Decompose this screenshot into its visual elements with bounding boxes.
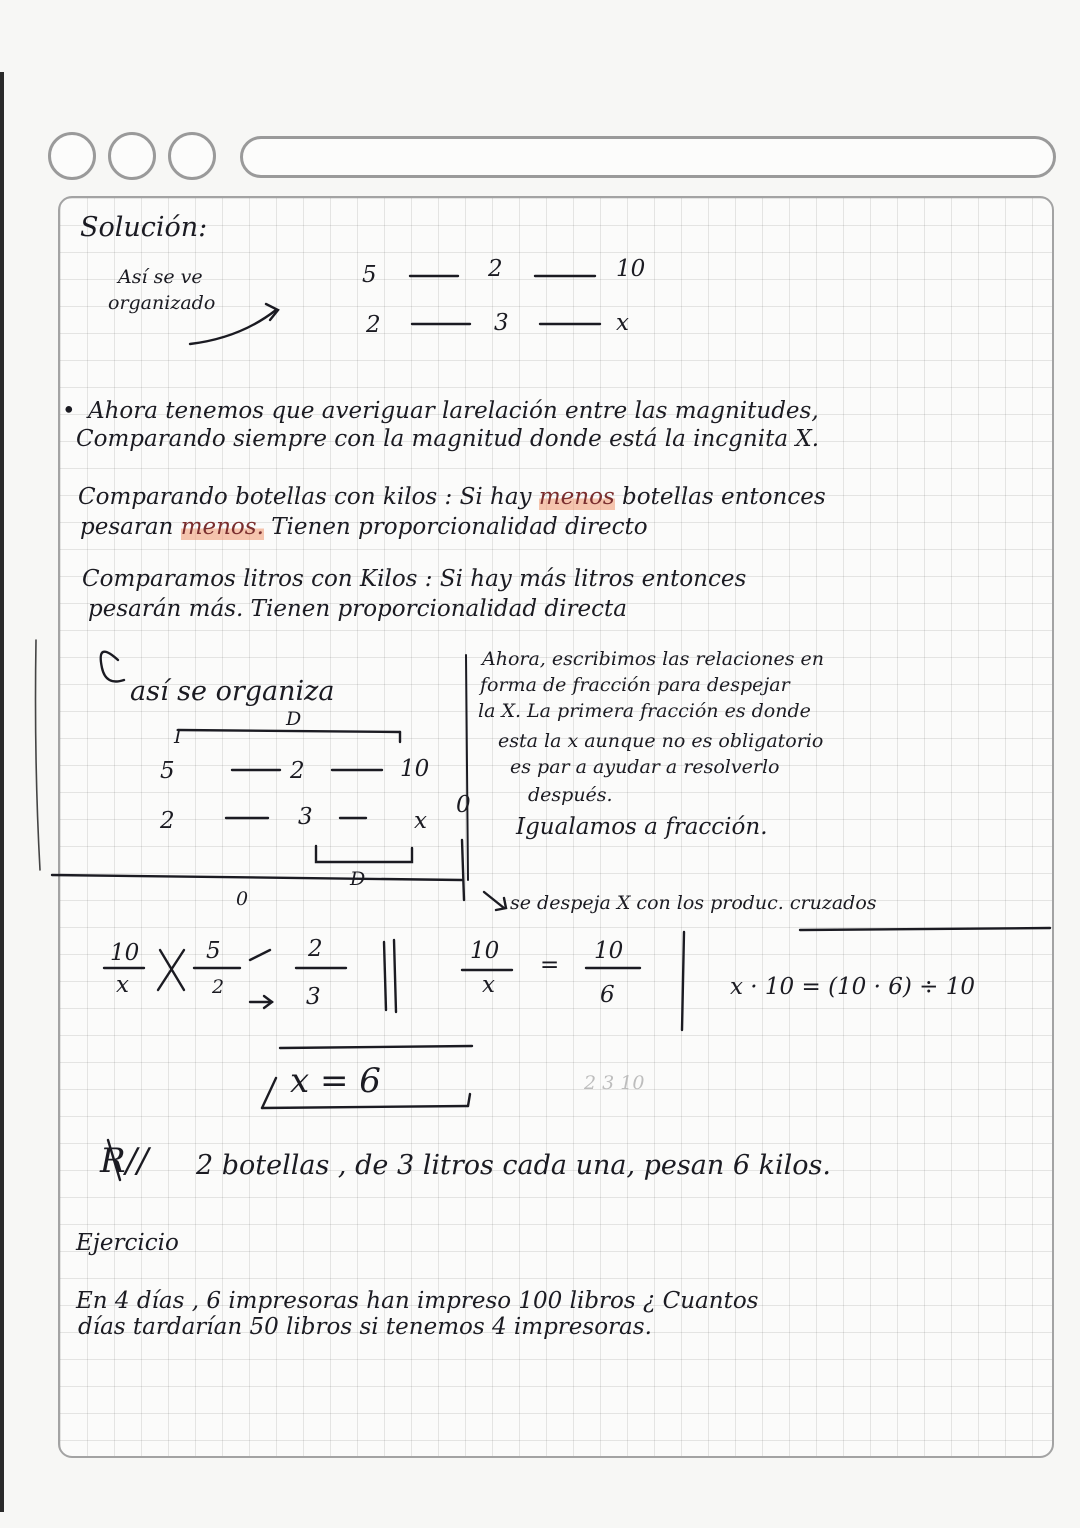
para2-line2: pesaran menos. Tienen proporcionalidad directo [80,514,648,540]
fraction-den: x [116,972,129,998]
fraction-den: 2 [212,976,225,998]
explain-line: esta la x aunque no es obligatorio [498,730,824,752]
mark-direct-bottom: D [350,868,366,890]
explain-line: es par a ayudar a resolverlo [510,756,780,778]
fraction-num: 10 [110,940,140,966]
mark-zero: 0 [456,792,471,818]
table2-cell: x [414,808,427,834]
mark-inverse: I [174,726,182,748]
explain-line: después. [528,784,613,806]
box-right-line [462,840,464,900]
explain-line: Ahora, escribimos las relaciones en [482,648,824,670]
explain-line: forma de fracción para despejar [480,674,790,696]
answer-prefix: R// [100,1141,149,1181]
problem-line1: En 4 días , 6 impresoras han impreso 100 libros ¿ Cuantos [76,1288,759,1314]
divider [466,655,468,880]
table2-cell: 10 [400,756,430,782]
fraction-num: 5 [206,938,221,964]
equals-sign: = [540,952,560,978]
table2-cell: 2 [160,808,175,834]
para1-line1: Ahora tenemos que averiguar larelación entre las magnitudes, [88,398,819,424]
table1-cell: 3 [494,310,509,336]
mark-direct-top: D [286,708,302,730]
fraction-num: 2 [308,936,323,962]
answer-text: 2 botellas , de 3 litros cada una, pesan 6 kilos. [196,1150,831,1181]
result: x = 6 [290,1061,381,1101]
table2-cell: 3 [298,804,313,830]
fraction-den: 6 [600,982,615,1008]
para3-line1: Comparamos litros con Kilos : Si hay más litros entonces [82,566,747,592]
fraction-num: 10 [470,938,500,964]
mark-zero-under: 0 [236,888,249,910]
fraction-den: x [482,972,495,998]
table2-cell: 5 [160,758,175,784]
explain-line: la X. La primera fracción es donde [478,700,811,722]
box-bottom-line [52,875,462,880]
fraction-num: 10 [594,938,624,964]
table2-cell: 2 [290,758,305,784]
heading: Solución: [80,212,208,243]
table1-cell: 10 [616,256,646,282]
cross-product-equation: x · 10 = (10 · 6) ÷ 10 [730,974,976,1000]
faint-scribble: 2 3 10 [584,1072,645,1094]
despeja-note: se despeja X con los produc. cruzados [510,892,877,914]
fraction-den: 3 [306,984,321,1010]
organized-arrow [190,310,276,344]
organized-label-line1: Así se ve [118,266,203,288]
para3-line2: pesarán más. Tienen proporcionalidad directa [88,596,627,622]
bullet: • [62,398,76,424]
para1-line2: Comparando siempre con la magnitud donde está la incgnita X. [76,426,820,452]
exercise-label: Ejercicio [76,1230,179,1256]
table1-cell: 2 [488,256,503,282]
table1-cell: 2 [366,312,381,338]
table1-cell: x [616,310,629,336]
explain-line: Igualamos a fracción. [516,814,768,840]
box-label: así se organiza [130,676,335,707]
para2-line1: Comparando botellas con kilos : Si hay menos botellas entonces [78,484,826,510]
table1-cell: 5 [362,262,377,288]
organized-label-line2: organizado [108,292,216,314]
problem-line2: días tardarían 50 libros si tenemos 4 impresoras. [78,1314,652,1340]
